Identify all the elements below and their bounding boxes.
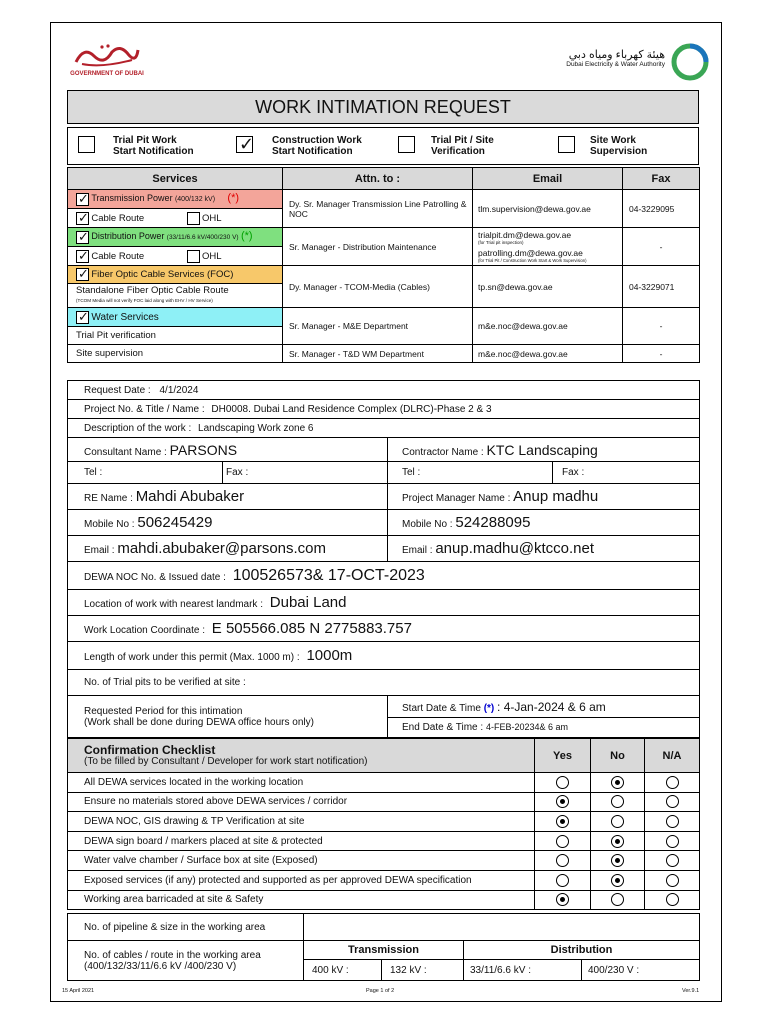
distribution-power-checkbox[interactable] (76, 231, 89, 244)
construction-start-checkbox[interactable] (236, 136, 253, 153)
email-header: Email (473, 168, 623, 190)
checklist-no-cell[interactable] (591, 773, 645, 793)
checklist-item-text: Exposed services (if any) protected and supported as per approved DEWA specification (68, 870, 535, 890)
distribution-power-cell[interactable] (68, 228, 283, 247)
v400-field[interactable]: 400/230 V : (582, 960, 700, 981)
noc-value[interactable]: 100526573& 17-OCT-2023 (232, 566, 425, 584)
end-date-label: End Date & Time : (402, 722, 484, 733)
distribution-ohl-checkbox[interactable] (187, 250, 200, 263)
coordinate-value[interactable]: E 505566.085 N 2775883.757 (211, 620, 412, 637)
request-date-value[interactable]: 4/1/2024 (159, 384, 199, 396)
transmission-power-required: (*) (227, 192, 240, 205)
pm-mobile-cell (388, 510, 700, 536)
checklist-na-cell[interactable] (645, 792, 700, 812)
pm-name-value[interactable]: Anup madhu (513, 488, 599, 505)
re-mobile-label: Mobile No : (84, 519, 135, 530)
footer-version: Ver.9.1 (682, 988, 700, 994)
checklist-no-cell[interactable] (591, 812, 645, 832)
checklist-na-cell[interactable] (645, 851, 700, 871)
pm-mobile-label: Mobile No : (402, 519, 453, 530)
consultant-label: Consultant Name : (84, 446, 167, 458)
length-row (68, 642, 700, 670)
construction-start-label1: Construction Work (272, 135, 362, 146)
re-name-label: RE Name : (84, 493, 133, 504)
checklist-no-cell[interactable] (591, 831, 645, 851)
form-title-bar (67, 90, 699, 124)
checklist-item-text: All DEWA services located in the working location (68, 773, 535, 793)
distribution-ohl-label: OHL (201, 250, 222, 262)
water-site-supervision: Site supervision (68, 345, 283, 363)
notification-types-row (67, 127, 699, 165)
construction-start-label2: Start Notification (272, 146, 353, 157)
na-header: N/A (645, 739, 700, 773)
project-label: Project No. & Title / Name : (84, 403, 205, 415)
start-date-required: (*) (483, 702, 495, 714)
distribution-cable-route-checkbox[interactable] (76, 250, 89, 263)
notify-construction-start[interactable] (236, 136, 253, 153)
pm-email-value[interactable]: anup.madhu@ktcco.net (435, 540, 595, 557)
water-services-checkbox[interactable] (76, 311, 89, 324)
attn-header: Attn. to : (283, 168, 473, 190)
checklist-na-cell[interactable] (645, 812, 700, 832)
transmission-power-sub: (400/132 kV) (174, 196, 216, 204)
dewa-english-text: Dubai Electricity & Water Authority (566, 61, 665, 68)
checklist-na-radio[interactable] (666, 815, 679, 828)
dewa-logo (540, 42, 715, 84)
period-label: Requested Period for this intimation (84, 705, 243, 717)
foc-cell[interactable] (68, 266, 283, 284)
yes-header: Yes (535, 739, 591, 773)
checklist-title: Confirmation Checklist (84, 742, 216, 757)
transmission-ohl-label: OHL (201, 212, 222, 224)
trialpits-label: No. of Trial pits to be verified at site : (84, 677, 246, 688)
contractor-fax[interactable]: Fax : (553, 462, 700, 484)
distribution-power-sub: (33/11/6.6 kV/400/230 V) (166, 234, 239, 242)
checklist-na-cell[interactable] (645, 870, 700, 890)
pipeline-label: No. of pipeline & size in the working area (68, 914, 304, 941)
cables-sublabel: (400/132/33/11/6.6 kV /400/230 V) (84, 960, 237, 972)
foc-standalone-label: Standalone Fiber Optic Cable Route (76, 284, 229, 296)
re-name-value[interactable]: Mahdi Abubaker (135, 488, 245, 505)
length-label: Length of work under this permit (Max. 1000 m) : (84, 652, 300, 663)
checklist-yes-cell[interactable] (535, 773, 591, 793)
re-email-value[interactable]: mahdi.abubaker@parsons.com (117, 540, 327, 557)
transmission-power-cell[interactable] (68, 190, 283, 209)
contractor-value[interactable]: KTC Landscaping (486, 441, 598, 458)
re-email-cell (68, 536, 388, 562)
checklist-item-text: Working area barricaded at site & Safety (68, 890, 535, 910)
notify-trial-pit-start[interactable] (78, 136, 95, 153)
distribution-attn: Sr. Manager - Distribution Maintenance (283, 228, 473, 266)
checklist-item-text: Water valve chamber / Surface box at site (Exposed) (68, 851, 535, 871)
start-date-cell (388, 696, 700, 718)
description-label: Description of the work : (84, 422, 192, 434)
trial-pit-verification-label2: Verification (431, 146, 485, 157)
transmission-fax: 04-3229095 (623, 190, 700, 228)
checklist-subtitle: (To be filled by Consultant / Developer for work start notification) (84, 755, 368, 767)
checklist-yes-cell[interactable] (535, 890, 591, 910)
checklist-row (68, 812, 700, 832)
distribution-route-cell (68, 247, 283, 266)
kv33-field[interactable]: 33/11/6.6 kV : (464, 960, 582, 981)
pm-email-cell (388, 536, 700, 562)
checklist-table (67, 738, 700, 910)
gov-dubai-logo (62, 42, 152, 82)
end-date-cell (388, 718, 700, 738)
re-mobile-value[interactable]: 506245429 (137, 514, 213, 531)
contractor-tel[interactable]: Tel : (388, 462, 553, 484)
checklist-no-cell[interactable] (591, 870, 645, 890)
pipeline-value[interactable] (304, 914, 700, 941)
transmission-email: tlm.supervision@dewa.gov.ae (473, 190, 623, 228)
pm-name-label: Project Manager Name : (402, 493, 511, 504)
water-services-cell[interactable] (68, 308, 283, 327)
checklist-na-radio[interactable] (666, 795, 679, 808)
checklist-item-text: DEWA sign board / markers placed at site & protected (68, 831, 535, 851)
consultant-value[interactable]: PARSONS (169, 441, 238, 458)
end-date-value[interactable]: 4-FEB-20234& 6 am (485, 722, 568, 732)
foc-label: Fiber Optic Cable Services (FOC) (91, 268, 234, 280)
location-row (68, 590, 700, 616)
dewa-arabic-text: هيئة كهرباء ومياه دبي (568, 49, 665, 61)
water-email-supervision: m&e.noc@dewa.gov.ae (473, 345, 623, 363)
site-supervision-checkbox[interactable] (558, 136, 575, 153)
checklist-na-radio[interactable] (666, 854, 679, 867)
start-date-label: Start Date & Time (402, 702, 481, 714)
details-table (67, 380, 700, 738)
checklist-yes-cell[interactable] (535, 812, 591, 832)
water-fax-supervision: - (623, 345, 700, 363)
checklist-no-radio[interactable] (611, 795, 624, 808)
checklist-yes-cell[interactable] (535, 792, 591, 812)
project-row (68, 400, 700, 419)
foc-attn: Dy. Manager - TCOM-Media (Cables) (283, 266, 473, 308)
distribution-header: Distribution (464, 941, 700, 960)
cables-label: No. of cables / route in the working area (84, 949, 261, 961)
notify-trial-pit-verification[interactable] (398, 136, 415, 153)
gov-dubai-text: GOVERNMENT OF DUBAI (70, 71, 144, 77)
water-fax-trialpit: - (623, 308, 700, 345)
foc-note: (TCOM Media will not verify FOC laid along with EHV / HV Service) (76, 297, 213, 303)
description-row (68, 419, 700, 438)
project-value[interactable]: DH0008. Dubai Land Residence Complex (DLRC)-Phase 2 & 3 (211, 403, 492, 415)
coordinate-label: Work Location Coordinate : (84, 625, 205, 636)
transmission-power-checkbox[interactable] (76, 193, 89, 206)
checklist-yes-cell[interactable] (535, 831, 591, 851)
checklist-header (68, 739, 535, 773)
trialpits-row[interactable] (68, 670, 700, 696)
length-value[interactable]: 1000m (306, 647, 353, 664)
no-header: No (591, 739, 645, 773)
site-supervision-label2: Supervision (590, 146, 648, 157)
description-value[interactable]: Landscaping Work zone 6 (198, 422, 314, 434)
checklist-no-radio[interactable] (611, 874, 624, 887)
foc-fax: 04-3229071 (623, 266, 700, 308)
water-attn-supervision: Sr. Manager - T&D WM Department (283, 345, 473, 363)
kv132-field[interactable]: 132 kV : (382, 960, 464, 981)
gov-dubai-calligraphy-icon (72, 42, 142, 68)
foc-standalone-cell (68, 284, 283, 308)
trial-pit-start-label2: Start Notification (113, 146, 194, 157)
checklist-no-radio[interactable] (611, 854, 624, 867)
checklist-yes-cell[interactable] (535, 851, 591, 871)
re-email-label: Email : (84, 545, 115, 556)
checklist-na-cell[interactable] (645, 890, 700, 910)
consultant-tel[interactable]: Tel : (68, 462, 223, 484)
re-mobile-cell (68, 510, 388, 536)
noc-label: DEWA NOC No. & Issued date : (84, 571, 226, 583)
water-email-trialpit: m&e.noc@dewa.gov.ae (473, 308, 623, 345)
trial-pit-start-checkbox[interactable] (78, 136, 95, 153)
request-date-label: Request Date : (84, 384, 151, 396)
foc-email: tp.sn@dewa.gov.ae (473, 266, 623, 308)
consultant-cell (68, 438, 388, 462)
services-header: Services (68, 168, 283, 190)
transmission-cable-route-checkbox[interactable] (76, 212, 89, 225)
re-name-cell (68, 484, 388, 510)
pm-mobile-value[interactable]: 524288095 (455, 514, 531, 531)
transmission-header: Transmission (304, 941, 464, 960)
checklist-no-radio[interactable] (611, 776, 624, 789)
period-note: (Work shall be done during DEWA office hours only) (84, 716, 314, 728)
checklist-na-radio[interactable] (666, 893, 679, 906)
trial-pit-verification-label1: Trial Pit / Site (431, 135, 494, 146)
dewa-ring-icon (670, 42, 710, 82)
checklist-na-radio[interactable] (666, 776, 679, 789)
checklist-na-cell[interactable] (645, 831, 700, 851)
footer-date: 15 April 2021 (62, 988, 95, 994)
checklist-no-cell[interactable] (591, 890, 645, 910)
checklist-yes-radio[interactable] (556, 795, 569, 808)
fax-header: Fax (623, 168, 700, 190)
period-cell (68, 696, 388, 738)
checklist-yes-cell[interactable] (535, 870, 591, 890)
distribution-cable-route-label: Cable Route (91, 250, 145, 262)
transmission-cable-route-label: Cable Route (91, 212, 145, 224)
distribution-email-patrolling-note: (for Trial Pit / Construction Work Start & Work Supervision) (478, 257, 587, 263)
checklist-yes-radio[interactable] (556, 776, 569, 789)
water-services-label: Water Services (91, 311, 159, 323)
trial-pit-start-label1: Trial Pit Work (113, 135, 177, 146)
transmission-attn: Dy. Sr. Manager Transmission Line Patrolling & NOC (283, 190, 473, 228)
contractor-label: Contractor Name : (402, 446, 484, 458)
distribution-email-trialpit-note: (for Trial pit inspection) (478, 239, 524, 245)
checklist-row (68, 792, 700, 812)
coordinate-row (68, 616, 700, 642)
contractor-cell (388, 438, 700, 462)
pm-email-label: Email : (402, 545, 433, 556)
water-trialpit-verification: Trial Pit verification (68, 327, 283, 345)
cables-cell (68, 941, 304, 981)
checklist-no-cell[interactable] (591, 792, 645, 812)
checklist-no-cell[interactable] (591, 851, 645, 871)
footer-page: Page 1 of 2 (366, 988, 395, 994)
request-date-row (68, 381, 700, 400)
location-label: Location of work with nearest landmark : (84, 599, 263, 610)
checklist-row (68, 831, 700, 851)
transmission-power-label: Transmission Power (91, 193, 173, 204)
notify-site-supervision[interactable] (558, 136, 575, 153)
checklist-row (68, 890, 700, 910)
services-table (67, 167, 700, 363)
checklist-no-radio[interactable] (611, 893, 624, 906)
pm-name-cell (388, 484, 700, 510)
noc-row (68, 562, 700, 590)
checklist-na-radio[interactable] (666, 835, 679, 848)
checklist-item-text: Ensure no materials stored above DEWA services / corridor (68, 792, 535, 812)
checklist-yes-radio[interactable] (556, 815, 569, 828)
distribution-power-required: (*) (240, 230, 253, 243)
distribution-power-label: Distribution Power (91, 231, 165, 242)
site-supervision-label1: Site Work (590, 135, 636, 146)
checklist-row (68, 773, 700, 793)
checklist-na-radio[interactable] (666, 874, 679, 887)
distribution-email-trialpit: trialpit.dm@dewa.gov.ae (478, 229, 572, 240)
water-attn-trialpit: Sr. Manager - M&E Department (283, 308, 473, 345)
location-value[interactable]: Dubai Land (269, 594, 347, 611)
checklist-item-text: DEWA NOC, GIS drawing & TP Verification at site (68, 812, 535, 832)
distribution-fax: - (623, 228, 700, 266)
checklist-no-radio[interactable] (611, 835, 624, 848)
checklist-na-cell[interactable] (645, 773, 700, 793)
form-title: WORK INTIMATION REQUEST (255, 97, 511, 117)
consultant-fax[interactable]: Fax : (223, 462, 388, 484)
checklist-yes-radio[interactable] (556, 893, 569, 906)
start-date-value[interactable]: : 4-Jan-2024 & 6 am (497, 699, 606, 714)
kv400-field[interactable]: 400 kV : (304, 960, 382, 981)
transmission-route-cell (68, 209, 283, 228)
checklist-row (68, 851, 700, 871)
pipes-cables-table (67, 913, 700, 981)
checklist-yes-radio[interactable] (556, 874, 569, 887)
distribution-email-cell (473, 228, 623, 266)
checklist-yes-radio[interactable] (556, 854, 569, 867)
checklist-row (68, 870, 700, 890)
foc-checkbox[interactable] (76, 268, 89, 281)
checklist-no-radio[interactable] (611, 815, 624, 828)
trial-pit-verification-checkbox[interactable] (398, 136, 415, 153)
distribution-email-patrolling: patrolling.dm@dewa.gov.ae (478, 247, 583, 258)
transmission-ohl-checkbox[interactable] (187, 212, 200, 225)
checklist-yes-radio[interactable] (556, 835, 569, 848)
